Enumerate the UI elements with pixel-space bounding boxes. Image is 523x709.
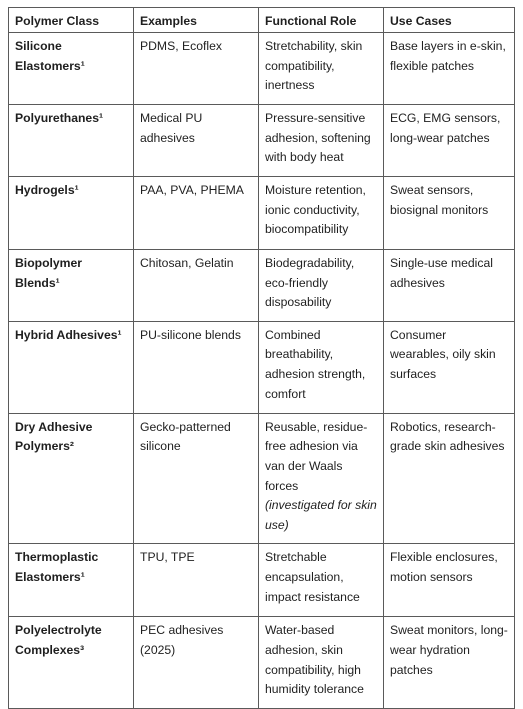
use-cases-cell: Single-use medical adhesives [384,250,515,322]
functional-role-cell: Water-based adhesion, skin compatibility, high humidity tolerance [259,617,384,708]
table-body [9,33,515,709]
table-row [9,177,515,250]
table-row [9,33,515,105]
examples-cell: PU-silicone blends [134,321,259,413]
table-header [9,8,515,33]
polymer-class-cell: Thermoplastic Elastomers¹ [9,544,134,617]
use-cases-cell: Flexible enclosures, motion sensors [384,544,515,617]
examples-cell: TPU, TPE [134,544,259,617]
use-cases-cell: Sweat sensors, biosignal monitors [384,177,515,250]
table-row [9,413,515,544]
polymer-class-cell: Polyelectrolyte Complexes³ [9,617,134,708]
table-row [9,105,515,177]
use-cases-cell: ECG, EMG sensors, long-wear patches [384,105,515,177]
polymer-table [8,7,515,709]
polymer-class-cell: Dry Adhesive Polymers² [9,413,134,544]
examples-cell: PEC adhesives (2025) [134,617,259,708]
table-row [9,617,515,708]
polymer-class-cell: Hybrid Adhesives¹ [9,321,134,413]
examples-cell: Chitosan, Gelatin [134,250,259,322]
examples-cell: PDMS, Ecoflex [134,33,259,105]
functional-role-cell: Pressure-sensitive adhesion, softening with body heat [259,105,384,177]
polymer-class-cell: Hydrogels¹ [9,177,134,250]
functional-role-cell: Stretchability, skin compatibility, inertness [259,33,384,105]
examples-cell: Medical PU adhesives [134,105,259,177]
table-row [9,321,515,413]
functional-role-cell: Biodegradability, eco-friendly disposability [259,250,384,322]
use-cases-cell: Sweat monitors, long-wear hydration patches [384,617,515,708]
functional-role-cell: Stretchable encapsulation, impact resistance [259,544,384,617]
polymer-class-cell: Polyurethanes¹ [9,105,134,177]
header-functional-role: Functional Role [259,8,384,33]
use-cases-cell: Base layers in e-skin, flexible patches [384,33,515,105]
examples-cell: Gecko-patterned silicone [134,413,259,544]
table-row [9,544,515,617]
header-polymer-class: Polymer Class [9,8,134,33]
table-row [9,250,515,322]
header-examples: Examples [134,8,259,33]
use-cases-cell: Consumer wearables, oily skin surfaces [384,321,515,413]
functional-role-cell: Moisture retention, ionic conductivity, biocompatibility [259,177,384,250]
functional-role-cell: Combined breathability, adhesion strength, comfort [259,321,384,413]
header-row [9,8,515,33]
polymer-class-cell: Silicone Elastomers¹ [9,33,134,105]
polymer-class-cell: Biopolymer Blends¹ [9,250,134,322]
use-cases-cell: Robotics, research-grade skin adhesives [384,413,515,544]
functional-role-note: (investigated for skin use) [265,498,377,532]
table-container [8,7,515,709]
examples-cell: PAA, PVA, PHEMA [134,177,259,250]
functional-role-text: Reusable, residue-free adhesion via van der Waals forces [265,419,368,493]
functional-role-cell [259,413,384,544]
header-use-cases: Use Cases [384,8,515,33]
